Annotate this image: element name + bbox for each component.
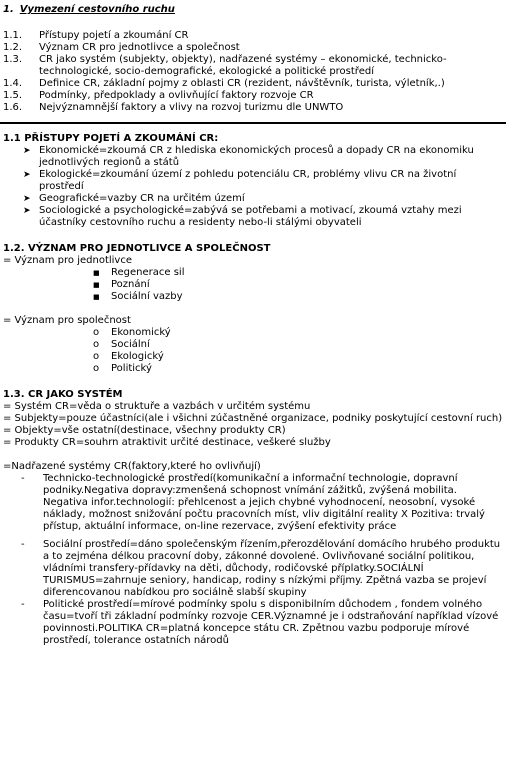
toc-text: Přístupy pojetí a zkoumání CR	[39, 30, 189, 41]
circle-bullet-icon: o	[93, 363, 100, 374]
section-heading: 1.3. CR JAKO SYSTÉM	[3, 389, 123, 400]
toc-number: 1.5.	[3, 90, 23, 101]
title-text: Vymezení cestovního ruchu	[19, 4, 175, 15]
square-bullet-icon: ■	[93, 269, 100, 277]
list-item-text: Ekonomické=zkoumá CR z hlediska ekonomických procesů a dopady CR na ekonomiku jednotlivých regionů a států	[39, 145, 474, 168]
list-item	[93, 351, 503, 363]
square-bullet-icon: ■	[93, 281, 100, 289]
dash-bullet-icon: -	[21, 539, 25, 550]
arrow-bullet-icon: ➤	[23, 170, 31, 180]
toc-number: 1.3.	[3, 54, 23, 65]
society-list	[93, 327, 503, 375]
toc-number: 1.2.	[3, 42, 23, 53]
arrow-bullet-icon: ➤	[23, 194, 31, 204]
system-line: = Systém CR=věda o struktuře a vazbách v určitém systému	[3, 401, 311, 412]
system-line: = Produkty CR=souhrn atraktivit určité destinace, veškeré služby	[3, 437, 331, 448]
list-item	[23, 205, 503, 229]
superior-systems-list	[21, 473, 503, 647]
list-item-text: Ekologický	[111, 351, 164, 362]
list-item-text: Sociální	[111, 339, 150, 350]
list-item	[23, 169, 503, 193]
arrow-bullet-icon: ➤	[23, 146, 31, 156]
arrow-bullet-icon: ➤	[23, 206, 31, 216]
list-item-text: Sociologické a psychologické=zabývá se potřebami a motivací, zkoumá vztahy mezi účastníky cestovního ruchu a residenty nebo-li stálými obyvateli	[39, 205, 462, 228]
list-item	[93, 279, 503, 291]
section-approaches	[3, 133, 503, 229]
list-item	[23, 145, 503, 169]
dash-bullet-icon: -	[21, 599, 25, 610]
circle-bullet-icon: o	[93, 327, 100, 338]
list-item-text: Politické prostředí=mírové podmínky spolu s disponibilním důchodem , fondem volného času=tvoří tři základní podmínky rozvoje CER.Významné je i odstraňování například vízové povinnosti.POLITIKA CR=platná koncepce státu CR. Zpětnou vazbu podporuje mírové prostředí, tolerance ostatních národů	[43, 599, 499, 646]
society-label: = Význam pro společnost	[3, 315, 131, 326]
list-item-text: Ekonomický	[111, 327, 171, 338]
list-item-text: Politický	[111, 363, 152, 374]
toc-number: 1.1.	[3, 30, 23, 41]
toc-text: Nejvýznamnější faktory a vlivy na rozvoj turizmu dle UNWTO	[39, 102, 344, 113]
circle-bullet-icon: o	[93, 351, 100, 362]
section-system	[3, 389, 503, 647]
superior-systems-label: =Nadřazené systémy CR(faktory,které ho ovlivňují)	[3, 461, 261, 472]
section-heading: 1.1 PŘÍSTUPY POJETÍ A ZKOUMÁNÍ CR:	[3, 133, 219, 144]
list-item-text: Sociální prostředí=dáno společenským řízením,přerozdělování domácího hrubého produktu a to zejména délkou pracovní doby, zákonné dovolené. Ovlivňované sociální politikou, vládními transfery-přídavky na děti, důchody, rodičovské příplatky.SOCIÁLNÍ TURISMUS=zahrnuje seniory, handicap, rodiny s nízkými příjmy. Zpětná vazba se projeví diferencovanou nabídkou pro sociálně slabší skupiny	[43, 539, 501, 598]
list-item	[93, 267, 503, 279]
toc-item	[3, 54, 503, 78]
toc-number: 1.6.	[3, 102, 23, 113]
toc-item	[3, 42, 503, 54]
toc-number: 1.4.	[3, 78, 23, 89]
list-item	[93, 291, 503, 303]
toc-text: CR jako systém (subjekty, objekty), nadřazené systémy – ekonomické, technicko-technologické, socio-demografické, ekologické a politické prostředí	[39, 54, 447, 77]
dash-bullet-icon: -	[21, 473, 25, 484]
section-divider	[0, 122, 506, 124]
toc-text: Definice CR, základní pojmy z oblasti CR (rezident, návštěvník, turista, výletník,.)	[39, 78, 445, 89]
section-heading: 1.2. VÝZNAM PRO JEDNOTLIVCE A SPOLEČNOST	[3, 243, 271, 254]
list-item-text: Regenerace sil	[111, 267, 185, 278]
list-item	[93, 363, 503, 375]
system-line: = Objekty=vše ostatní(destinace, všechny produkty CR)	[3, 425, 286, 436]
document-title	[3, 4, 503, 16]
list-item	[21, 599, 503, 647]
individual-label: = Význam pro jednotlivce	[3, 255, 132, 266]
list-item-text: Sociální vazby	[111, 291, 183, 302]
title-number: 1.	[3, 4, 14, 15]
list-item	[21, 539, 503, 599]
individual-list	[93, 267, 503, 303]
toc-text: Význam CR pro jednotlivce a společnost	[39, 42, 240, 53]
list-item	[21, 473, 503, 533]
list-item	[93, 339, 503, 351]
table-of-contents	[3, 30, 503, 114]
system-line: = Subjekty=pouze účastníci(ale i všichni zúčastněné organizace, podniky poskytující cestovní ruch)	[3, 413, 503, 424]
document-page	[3, 4, 503, 647]
toc-item	[3, 90, 503, 102]
toc-item	[3, 102, 503, 114]
list-item-text: Geografické=vazby CR na určitém území	[39, 193, 245, 204]
list-item-text: Ekologické=zkoumání území z pohledu potenciálu CR, problémy vlivu CR na životní prostředí	[39, 169, 457, 192]
list-item-text: Technicko-technologické prostředí(komunikační a informační technologie, dopravní podniky.Negativa dopravy:zmenšená schopnost vnímání zážitků, zvýšená mobilita. Negativa infor.technologií: přehlcenost a jejich chybné vyhodnocení, neosobní, vysoké náklady, možnost snižování počtu pracovních míst, vliv digitální reality X Pozitiva: trvalý přístup, aktuální informace, on-line rezervace, zvýšení efektivity práce	[43, 473, 485, 532]
list-item	[93, 327, 503, 339]
toc-item	[3, 30, 503, 42]
toc-text: Podmínky, předpoklady a ovlivňující faktory rozvoje CR	[39, 90, 314, 101]
list-item	[23, 193, 503, 205]
list-item-text: Poznání	[111, 279, 150, 290]
circle-bullet-icon: o	[93, 339, 100, 350]
approaches-list	[23, 145, 503, 229]
toc-item	[3, 78, 503, 90]
square-bullet-icon: ■	[93, 293, 100, 301]
section-significance	[3, 243, 503, 375]
